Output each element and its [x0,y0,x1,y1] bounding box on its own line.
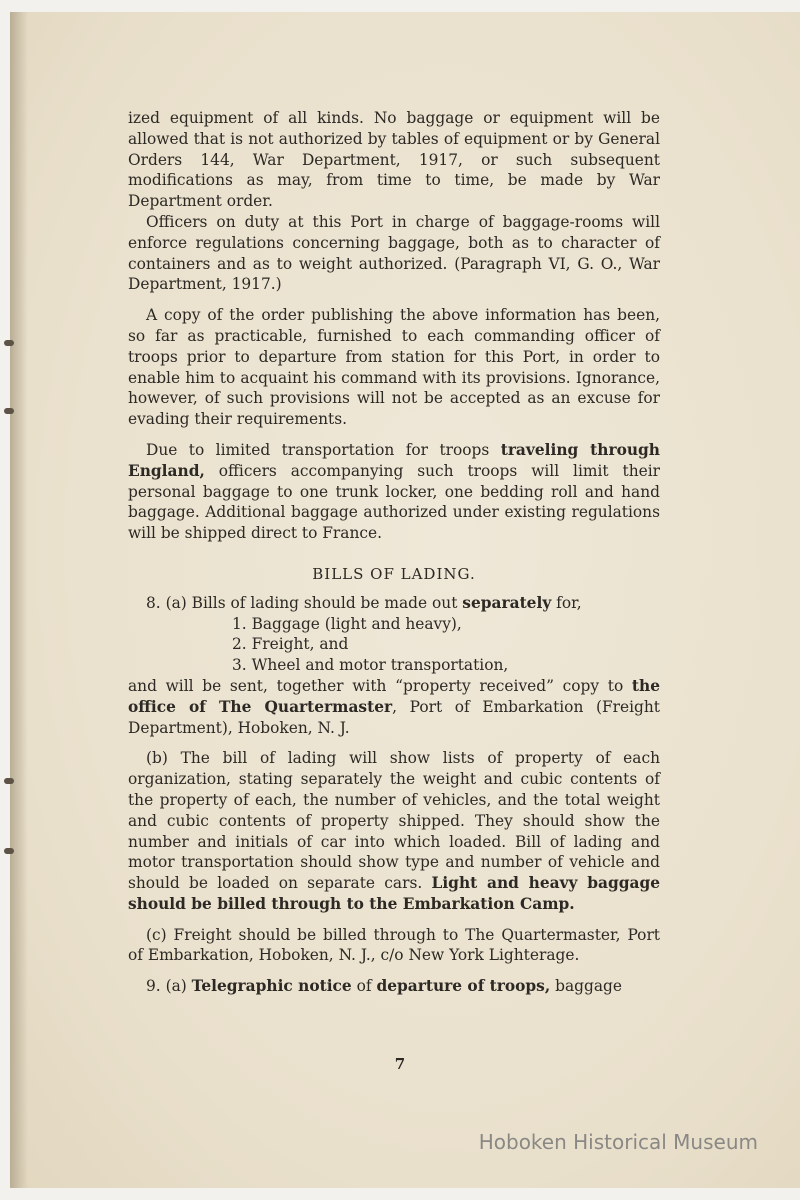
section-9a [128,976,660,997]
section-heading: BILLS OF LADING. [312,564,476,583]
england-rest: officers accompanying such troops will limit their personal baggage to one trunk locker, one bedding roll and hand baggage. Additional baggage authorized under existing regulations will be shipped direct to France. [128,461,660,543]
paragraph-england [128,440,660,544]
s8-intro-lead: 8. (a) Bills of lading should be made out [146,593,463,612]
s8-intro-bold: separately [462,593,552,612]
list-item-freight: 2. Freight, and [232,635,349,654]
s9-lead: 9. (a) [146,977,192,996]
england-lead: Due to limited transportation for troops [146,440,501,459]
watermark-text: Hoboken Historical Museum [478,1130,758,1154]
s8-closing-rest: , Port of Embarkation (Freight Department), Hoboken, N. J. [128,697,660,737]
section-8a-closing [128,676,660,738]
paragraph-officers: Officers on duty at this Port in charge of baggage-rooms will enforce regulations concerning baggage, both as to character of containers and as to weight authorized. (Paragraph VI, G. O., War Department, 1917.) [128,212,660,294]
section-8c: (c) Freight should be billed through to The Quartermaster, Port of Embarkation, Hoboken, N. J., c/o New York Lighterage. [128,925,660,965]
england-bold: traveling through England, [128,440,661,480]
s9-rest: baggage [550,977,622,996]
binding-stitch [4,778,14,784]
s8b-bold: Light and heavy baggage should be billed through to the Embarkation Camp. [128,874,660,913]
section-8a-intro [128,593,660,614]
binding-stitch [4,848,14,854]
paragraph-order-copy: A copy of the order publishing the above information has been, so far as practicable, furnished to each commanding officer of troops prior to departure from station for this Port, in order to enable him to acquaint his command with its provisions. Ignorance, however, of such provisions will not be accepted as an excuse for evading their requirements. [128,306,660,429]
s8-intro-rest: for, [551,593,582,612]
s9-mid: of [351,977,377,996]
s8-closing-lead: and will be sent, together with “property received” copy to [128,676,632,695]
list-item-baggage: 1. Baggage (light and heavy), [232,614,462,633]
section-8b [128,748,660,914]
paragraph-equipment: ized equipment of all kinds. No baggage or equipment will be allowed that is not authorized by tables of equipment or by General Orders 144, War Department, 1917, or such subsequent modifications as may, from time to time, be made by War Department order. [128,109,660,211]
list-item-transportation: 3. Wheel and motor transportation, [232,656,509,675]
page-number: 7 [394,1055,406,1073]
page-body [128,108,660,997]
s9-bold2: departure of troops, [376,977,551,996]
s8-closing-bold: the office of The Quartermaster [128,676,660,716]
binding-stitch [4,340,14,346]
s8b-text: (b) The bill of lading will show lists of property of each organization, stating separately the weight and cubic contents of the property of each, the number of vehicles, and the total weight and cubic contents of property shipped. They should show the number and initials of car into which loaded. Bill of lading and motor transportation should show type and number of vehicle and should be loaded on separate cars. [128,749,660,893]
binding-stitch [4,408,14,414]
s9-bold: Telegraphic notice [191,977,352,996]
spine-shadow [10,12,28,1188]
